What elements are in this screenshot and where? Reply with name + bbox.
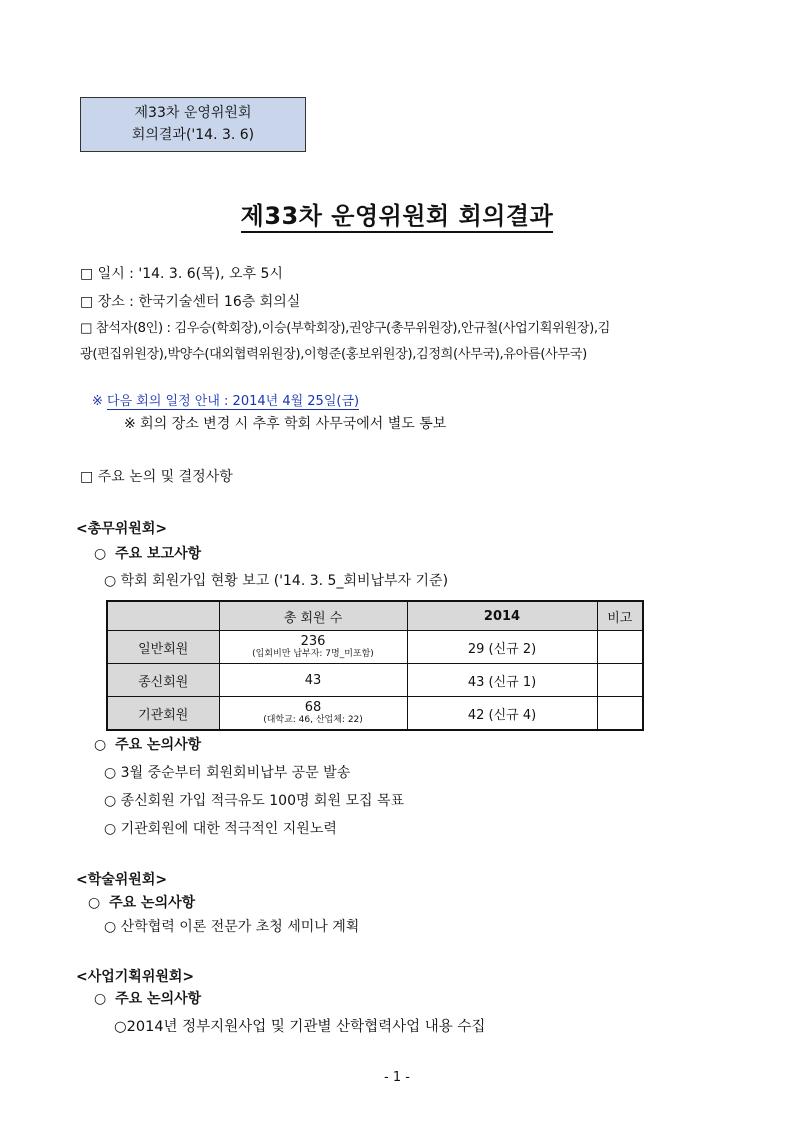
member-type-cell: 기관회원 — [107, 697, 219, 731]
meeting-label-box — [80, 97, 306, 152]
meeting-label-line2: 회의결과('14. 3. 6) — [131, 127, 255, 143]
business-committee-heading: <사업기획위원회> — [76, 969, 195, 985]
next-meeting-text: 다음 회의 일정 안내 : 2014년 4월 25일(금) — [107, 394, 360, 409]
year-2014-cell: 29 (신규 2) — [407, 631, 597, 664]
member-type-cell: 일반회원 — [107, 631, 219, 664]
bullet: ○ — [94, 737, 107, 753]
info-date: □ 일시 : '14. 3. 6(목), 오후 5시 — [80, 266, 283, 282]
total-members-cell — [219, 664, 407, 697]
member-type-cell: 종신회원 — [107, 664, 219, 697]
total-note: (입회비만 납부자: 7명_미포함) — [252, 649, 374, 659]
remark-cell — [597, 664, 643, 697]
total-members-cell — [219, 631, 407, 664]
table-header-cell: 비고 — [597, 601, 643, 631]
business-discussion-title-text: 주요 논의사항 — [115, 991, 202, 1007]
notice-mark: ※ — [92, 394, 103, 409]
table-header-row — [107, 601, 643, 631]
info-attendees-line2: 광(편집위원장),박양수(대외협력위원장),이형준(홍보위원장),김정희(사무국),유아름(사무국) — [80, 347, 587, 362]
business-discussion-title — [94, 988, 201, 1008]
general-report-item: ○ 학회 회원가입 현황 보고 ('14. 3. 5_회비납부자 기준) — [104, 573, 449, 589]
info-place: □ 장소 : 한국기술센터 16층 회의실 — [80, 294, 301, 310]
membership-status-table — [106, 600, 644, 731]
table-row — [107, 664, 643, 697]
year-2014-cell: 42 (신규 4) — [407, 697, 597, 731]
info-attendees-line1: □ 참석자(8인) : 김우승(학회장),이승(부학회장),권양구(총무위원장),안규철(사업기획위원장),김 — [80, 321, 610, 336]
table-header-cell: 2014 — [407, 601, 597, 631]
general-report-title — [94, 543, 201, 563]
total-value: 43 — [304, 672, 322, 688]
academic-discussion-item: ○ 산학협력 이론 전문가 초청 세미나 계획 — [104, 919, 360, 935]
general-discussion-item: ○ 기관회원에 대한 적극적인 지원노력 — [104, 821, 337, 837]
general-report-title-text: 주요 보고사항 — [115, 546, 202, 562]
total-members-cell — [219, 697, 407, 731]
total-value: 68 — [304, 700, 322, 715]
table-row — [107, 697, 643, 731]
page-number: - 1 - — [384, 1070, 410, 1085]
general-discussion-item: ○ 3월 중순부터 회원회비납부 공문 발송 — [104, 765, 351, 781]
venue-change-notice: ※ 회의 장소 변경 시 추후 학회 사무국에서 별도 통보 — [124, 416, 447, 432]
remark-cell — [597, 697, 643, 731]
table-header-cell: 총 회원 수 — [219, 601, 407, 631]
meeting-label-line1: 제33차 운영위원회 — [134, 105, 252, 121]
next-meeting-notice — [92, 390, 359, 409]
remark-cell — [597, 631, 643, 664]
general-committee-heading: <총무위원회> — [76, 521, 168, 537]
table-row — [107, 631, 643, 664]
academic-discussion-title — [88, 892, 195, 912]
general-discussion-title-text: 주요 논의사항 — [115, 737, 202, 753]
bullet: ○ — [94, 546, 107, 562]
table-header-cell — [107, 601, 219, 631]
academic-committee-heading: <학술위원회> — [76, 872, 168, 888]
academic-discussion-title-text: 주요 논의사항 — [109, 895, 196, 911]
page-title — [0, 196, 794, 231]
total-value: 236 — [300, 634, 326, 649]
business-discussion-item: ○2014년 정부지원사업 및 기관별 산학협력사업 내용 수집 — [114, 1019, 486, 1035]
year-2014-cell: 43 (신규 1) — [407, 664, 597, 697]
main-topic-heading: □ 주요 논의 및 결정사항 — [80, 469, 233, 485]
general-discussion-item: ○ 종신회원 가입 적극유도 100명 회원 모집 목표 — [104, 793, 404, 809]
general-discussion-title — [94, 734, 201, 754]
page-title-text: 제33차 운영위원회 회의결과 — [241, 202, 554, 233]
total-note: (대학교: 46, 산업체: 22) — [263, 715, 363, 725]
bullet: ○ — [88, 895, 101, 911]
bullet: ○ — [94, 991, 107, 1007]
